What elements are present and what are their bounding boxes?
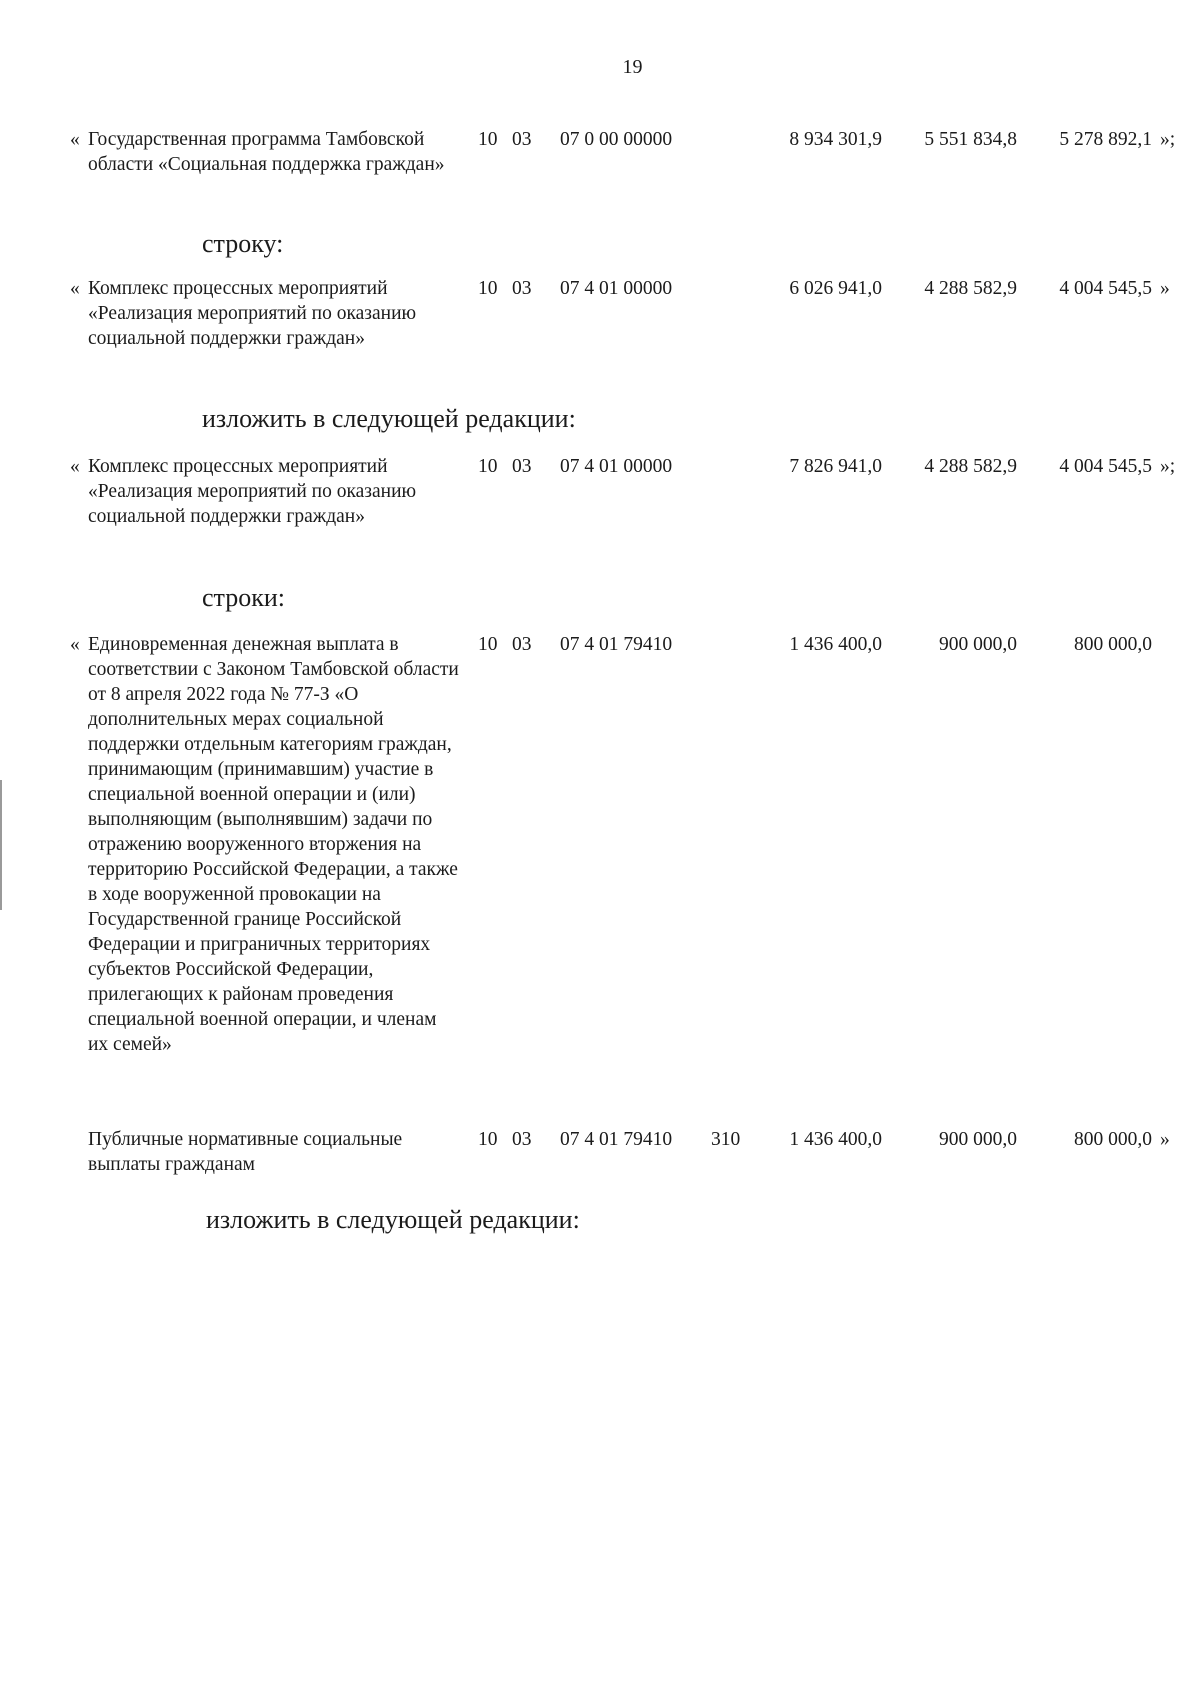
row-name: Комплекс процессных мероприятий «Реализация мероприятий по оказанию социальной поддержки граждан» (88, 278, 417, 349)
row-name: Государственная программа Тамбовской области «Социальная поддержка граждан» (88, 129, 445, 175)
amount-year-1: 1 436 400,0 (789, 1129, 882, 1150)
expense-type-code: 310 (711, 1129, 741, 1150)
amount-year-3: 4 004 545,5 (1059, 456, 1152, 477)
instruction-heading: изложить в следующей редакции: (206, 1205, 580, 1234)
amount-year-2: 900 000,0 (939, 1129, 1017, 1150)
amount-year-2: 4 288 582,9 (924, 456, 1017, 477)
opening-quote: « (70, 278, 80, 299)
section-code: 10 (478, 456, 498, 477)
scan-edge-mark (0, 780, 2, 910)
closing-quote: » (1160, 1129, 1170, 1150)
closing-quote: » (1160, 278, 1170, 299)
instruction-heading: строки: (202, 583, 285, 612)
section-code: 10 (478, 1129, 498, 1150)
amount-year-2: 5 551 834,8 (924, 129, 1017, 150)
target-article-code: 07 4 01 79410 (560, 634, 673, 655)
target-article-code: 07 4 01 00000 (560, 456, 673, 477)
amount-year-2: 4 288 582,9 (924, 278, 1017, 299)
section-code: 10 (478, 278, 498, 299)
row-name: Публичные нормативные социальные выплаты гражданам (88, 1129, 403, 1175)
row-name: Комплекс процессных мероприятий «Реализация мероприятий по оказанию социальной поддержки граждан» (88, 456, 417, 527)
target-article-code: 07 4 01 79410 (560, 1129, 673, 1150)
amount-year-1: 8 934 301,9 (789, 129, 882, 150)
page-number: 19 (622, 56, 643, 78)
opening-quote: « (70, 634, 80, 655)
amount-year-3: 4 004 545,5 (1059, 278, 1152, 299)
amount-year-1: 6 026 941,0 (789, 278, 882, 299)
amount-year-3: 5 278 892,1 (1059, 129, 1152, 150)
amount-year-2: 900 000,0 (939, 634, 1017, 655)
amount-year-3: 800 000,0 (1074, 634, 1152, 655)
subsection-code: 03 (512, 634, 532, 655)
instruction-heading: изложить в следующей редакции: (202, 404, 576, 433)
opening-quote: « (70, 456, 80, 477)
section-code: 10 (478, 129, 498, 150)
row-name: Единовременная денежная выплата в соответствии с Законом Тамбовской области от 8 апреля 2022 года № 77-З «О дополнительных мерах социальной поддержки отдельным категориям граждан, принимающим (принимавшим) участие в специальной военной операции и (или) выполняющим (выполнявшим) задачи по отражению вооруженного вторжения на территорию Российской Федерации, а также в ходе вооруженной провокации на Государственной границе Российской Федерации и приграничных территориях субъектов Российской Федерации, прилегающих к районам проведения специальной военной операции, и членам их семей» (88, 634, 459, 1055)
subsection-code: 03 (512, 129, 532, 150)
subsection-code: 03 (512, 278, 532, 299)
amount-year-1: 1 436 400,0 (789, 634, 882, 655)
amount-year-1: 7 826 941,0 (789, 456, 882, 477)
opening-quote: « (70, 129, 80, 150)
section-code: 10 (478, 634, 498, 655)
instruction-heading: строку: (202, 229, 284, 258)
closing-quote: »; (1160, 456, 1176, 477)
subsection-code: 03 (512, 456, 532, 477)
amount-year-3: 800 000,0 (1074, 1129, 1152, 1150)
closing-quote: »; (1160, 129, 1176, 150)
target-article-code: 07 0 00 00000 (560, 129, 673, 150)
subsection-code: 03 (512, 1129, 532, 1150)
target-article-code: 07 4 01 00000 (560, 278, 673, 299)
